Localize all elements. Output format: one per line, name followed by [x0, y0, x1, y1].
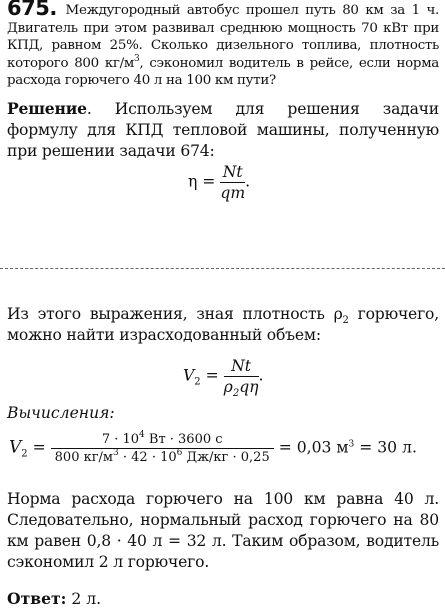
volume-formula	[183, 357, 264, 399]
formula3-den-a: 800 кг/м	[54, 450, 114, 465]
formula1-lhs: η =	[188, 172, 216, 191]
formula3-lhs-v: V	[9, 437, 22, 458]
formula3-den-c: Дж/кг · 0,25	[182, 450, 270, 465]
formula2-tail: .	[258, 366, 264, 385]
page-cut-divider	[0, 268, 445, 269]
calculations-heading: Вычисления:	[7, 404, 115, 422]
problem-text: Междугородный автобус прошел путь 80 км за 1 ч. Двигатель при этом развивал среднюю мощность 70 кВт при КПД, равном 25%. Сколько дизельного топлива, плотность которого 800 кг/м	[7, 3, 439, 71]
formula3-num-sup: 4	[139, 430, 145, 440]
paragraph2-text-b: горючего, можно найти израсходованный объем:	[7, 305, 439, 344]
solution-paragraph	[7, 98, 439, 162]
formula2-denominator	[223, 377, 259, 399]
formula1-denominator: qm	[220, 184, 246, 202]
formula1-tail: .	[245, 172, 251, 191]
problem-text-sup: 3	[133, 53, 140, 64]
answer-value: 2 л.	[66, 590, 102, 608]
formula1-numerator: Nt	[220, 163, 245, 183]
formula2-den-b: qη	[239, 378, 259, 396]
problem-statement	[7, 0, 439, 90]
formula2-lhs-v: V	[183, 366, 195, 385]
formula2-lhs-sub: 2	[194, 376, 201, 388]
formula2-fraction	[223, 357, 259, 399]
calculation-formula	[9, 432, 439, 465]
formula3-eq: =	[27, 438, 46, 457]
solution-text: . Используем для решения задачи формулу для КПД тепловой машины, полученную при решении задачи 674:	[7, 100, 439, 160]
volume-paragraph	[7, 304, 439, 346]
formula3-result-b: = 30 л.	[354, 438, 417, 457]
efficiency-formula	[188, 163, 250, 202]
formula3-result-a: = 0,03 м	[278, 438, 349, 457]
formula2-eq: =	[200, 366, 219, 385]
formula3-num-a: 7 · 10	[101, 432, 140, 447]
formula3-lhs-sub: 2	[21, 448, 28, 460]
formula3-den-sup2: 6	[176, 448, 183, 458]
problem-number: 675.	[7, 0, 57, 20]
solution-label: Решение	[7, 99, 87, 118]
formula2-den-sub: 2	[232, 388, 240, 399]
formula2-numerator: Nt	[224, 357, 259, 377]
answer-line	[7, 589, 101, 608]
paragraph2-sub: 2	[342, 315, 349, 326]
formula3-denominator	[51, 449, 274, 465]
formula3-result-sup: 3	[348, 439, 355, 450]
formula3-fraction	[51, 432, 274, 465]
formula3-den-b: · 42 · 10	[118, 450, 177, 465]
formula3-numerator	[51, 432, 274, 449]
formula1-fraction	[220, 163, 245, 202]
formula3-den-sup1: 3	[113, 448, 119, 458]
conclusion-paragraph: Норма расхода горючего на 100 км равна 40 л. Следовательно, нормальный расход горючего на 80 км равен 0,8 · 40 л = 32 л. Таким образом, водитель сэкономил 2 л горючего.	[7, 490, 439, 571]
formula2-den-a: ρ	[223, 378, 233, 396]
paragraph2-text-a: Из этого выражения, зная плотность ρ	[7, 305, 343, 323]
problem-text-end: , сэкономил водитель в рейсе, если норма расхода горючего 40 л на 100 км пути?	[7, 55, 439, 88]
answer-label: Ответ:	[7, 589, 67, 608]
formula3-num-b: Вт · 3600 с	[144, 432, 223, 447]
